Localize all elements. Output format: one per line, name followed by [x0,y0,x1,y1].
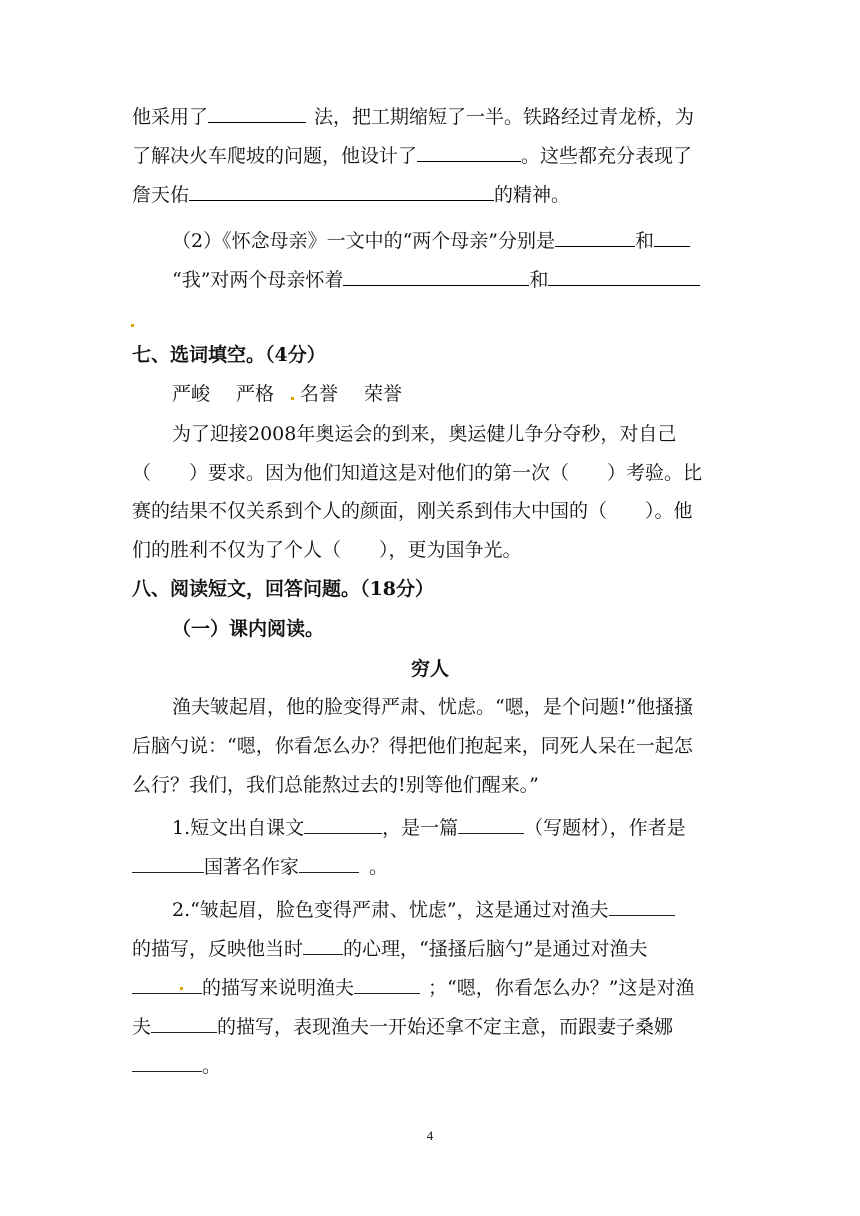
answer-blank[interactable] [303,936,343,955]
answer-blank[interactable] [299,854,359,873]
subsection-title [172,616,324,642]
page-number: 4 [426,1128,434,1143]
paragraph-line [132,460,702,486]
question-line [132,975,694,1001]
text: 法，把工期缩短了一半。铁路经过青龙桥，为 [314,106,695,128]
word-option: 荣誉 [364,383,403,405]
text: 1.短文出自课文 [172,817,305,839]
text: （一）课内阅读。 [172,618,325,640]
word-option: 严峻 [172,383,211,405]
text: 。这些都充分表现了 [521,145,693,167]
text: 的描写，反映他当时 [132,938,304,960]
answer-blank[interactable] [654,228,690,247]
answer-blank[interactable] [132,854,204,873]
marker-dot [180,987,183,990]
text: “我”对两个母亲怀着 [172,269,344,291]
text: ，是一篇 [382,817,459,839]
section-title [132,342,326,368]
text: 么行？我们，我们总能熬过去的!别等他们醒来。” [132,774,539,796]
marker-dot [131,324,134,327]
word-options [172,381,402,407]
question-line [132,936,647,962]
text-line [132,182,570,208]
paragraph-line [132,772,539,798]
text: 的心理，“搔搔后脑勺”是通过对渔夫 [343,938,648,960]
question-line [172,815,686,841]
text: 和 [635,230,655,252]
paragraph-line [132,537,522,563]
text: 渔夫皱起眉，他的脸变得严肃、忧虑。“嗯，是个问题!”他搔搔 [172,696,694,718]
word-option: 严格 [236,383,275,405]
text: 为了迎接2008年奥运会的到来，奥运健儿争分夺秒，对自己 [172,423,677,445]
text: 赛的结果不仅关系到个人的颜面，刚关系到伟大中国的（ ）。他 [132,500,693,522]
text-line [172,228,690,254]
text: （2）《怀念母亲》一文中的“两个母亲”分别是 [172,230,556,252]
text: 的描写，表现渔夫一开始还拿不定主意，而跟妻子桑娜 [217,1016,674,1038]
section-title [132,576,434,602]
text: 七、选词填空。（4分） [132,344,326,366]
paragraph-line [132,498,693,524]
passage-title [0,656,860,682]
text: 。 [202,1055,222,1077]
text-line [132,104,694,130]
text: 的描写来说明渔夫 [202,977,355,999]
answer-blank[interactable] [609,897,675,916]
answer-blank[interactable] [304,815,382,834]
question-line [132,1014,673,1040]
answer-blank[interactable] [458,815,524,834]
text: 的精神。 [494,184,571,206]
text: 后脑勺说：“嗯，你看怎么办？得把他们抱起来，同死人呆在一起怎 [132,735,693,757]
text: 国著名作家 [204,856,300,878]
text: 穷人 [410,658,449,680]
question-line [132,1053,221,1079]
answer-blank[interactable] [132,975,202,994]
text: 2.“皱起眉，脸色变得严肃、忧虑”，这是通过对渔夫 [172,899,609,921]
text-line [132,143,692,169]
paragraph-line [132,733,693,759]
answer-blank[interactable] [208,104,306,123]
answer-blank[interactable] [417,143,521,162]
word-option: 名誉 [300,383,339,405]
text: （写题材），作者是 [524,817,686,839]
text: 八、阅读短文，回答问题。（18分） [132,578,434,600]
answer-blank[interactable] [548,267,700,286]
text: 。 [369,856,389,878]
marker-dot [291,397,294,400]
answer-blank[interactable] [354,975,420,994]
question-line [172,897,675,923]
answer-blank[interactable] [189,182,494,201]
text: 他采用了 [132,106,209,128]
answer-blank[interactable] [132,1053,202,1072]
text: 夫 [132,1016,152,1038]
text: 詹天佑 [132,184,190,206]
text: 和 [529,269,549,291]
text: 们的胜利不仅为了个人（ ），更为国争光。 [132,539,522,561]
text: （ ）要求。因为他们知道这是对他们的第一次（ ）考验。比 [132,462,703,484]
text: 了解决火车爬坡的问题，他设计了 [132,145,418,167]
paragraph-line [172,694,693,720]
paragraph-line [172,421,676,447]
question-line [132,854,388,880]
answer-blank[interactable] [151,1014,217,1033]
text-line [172,267,700,293]
answer-blank[interactable] [555,228,635,247]
answer-blank[interactable] [343,267,529,286]
text: ；“嗯，你看怎么办？”这是对渔 [428,977,695,999]
